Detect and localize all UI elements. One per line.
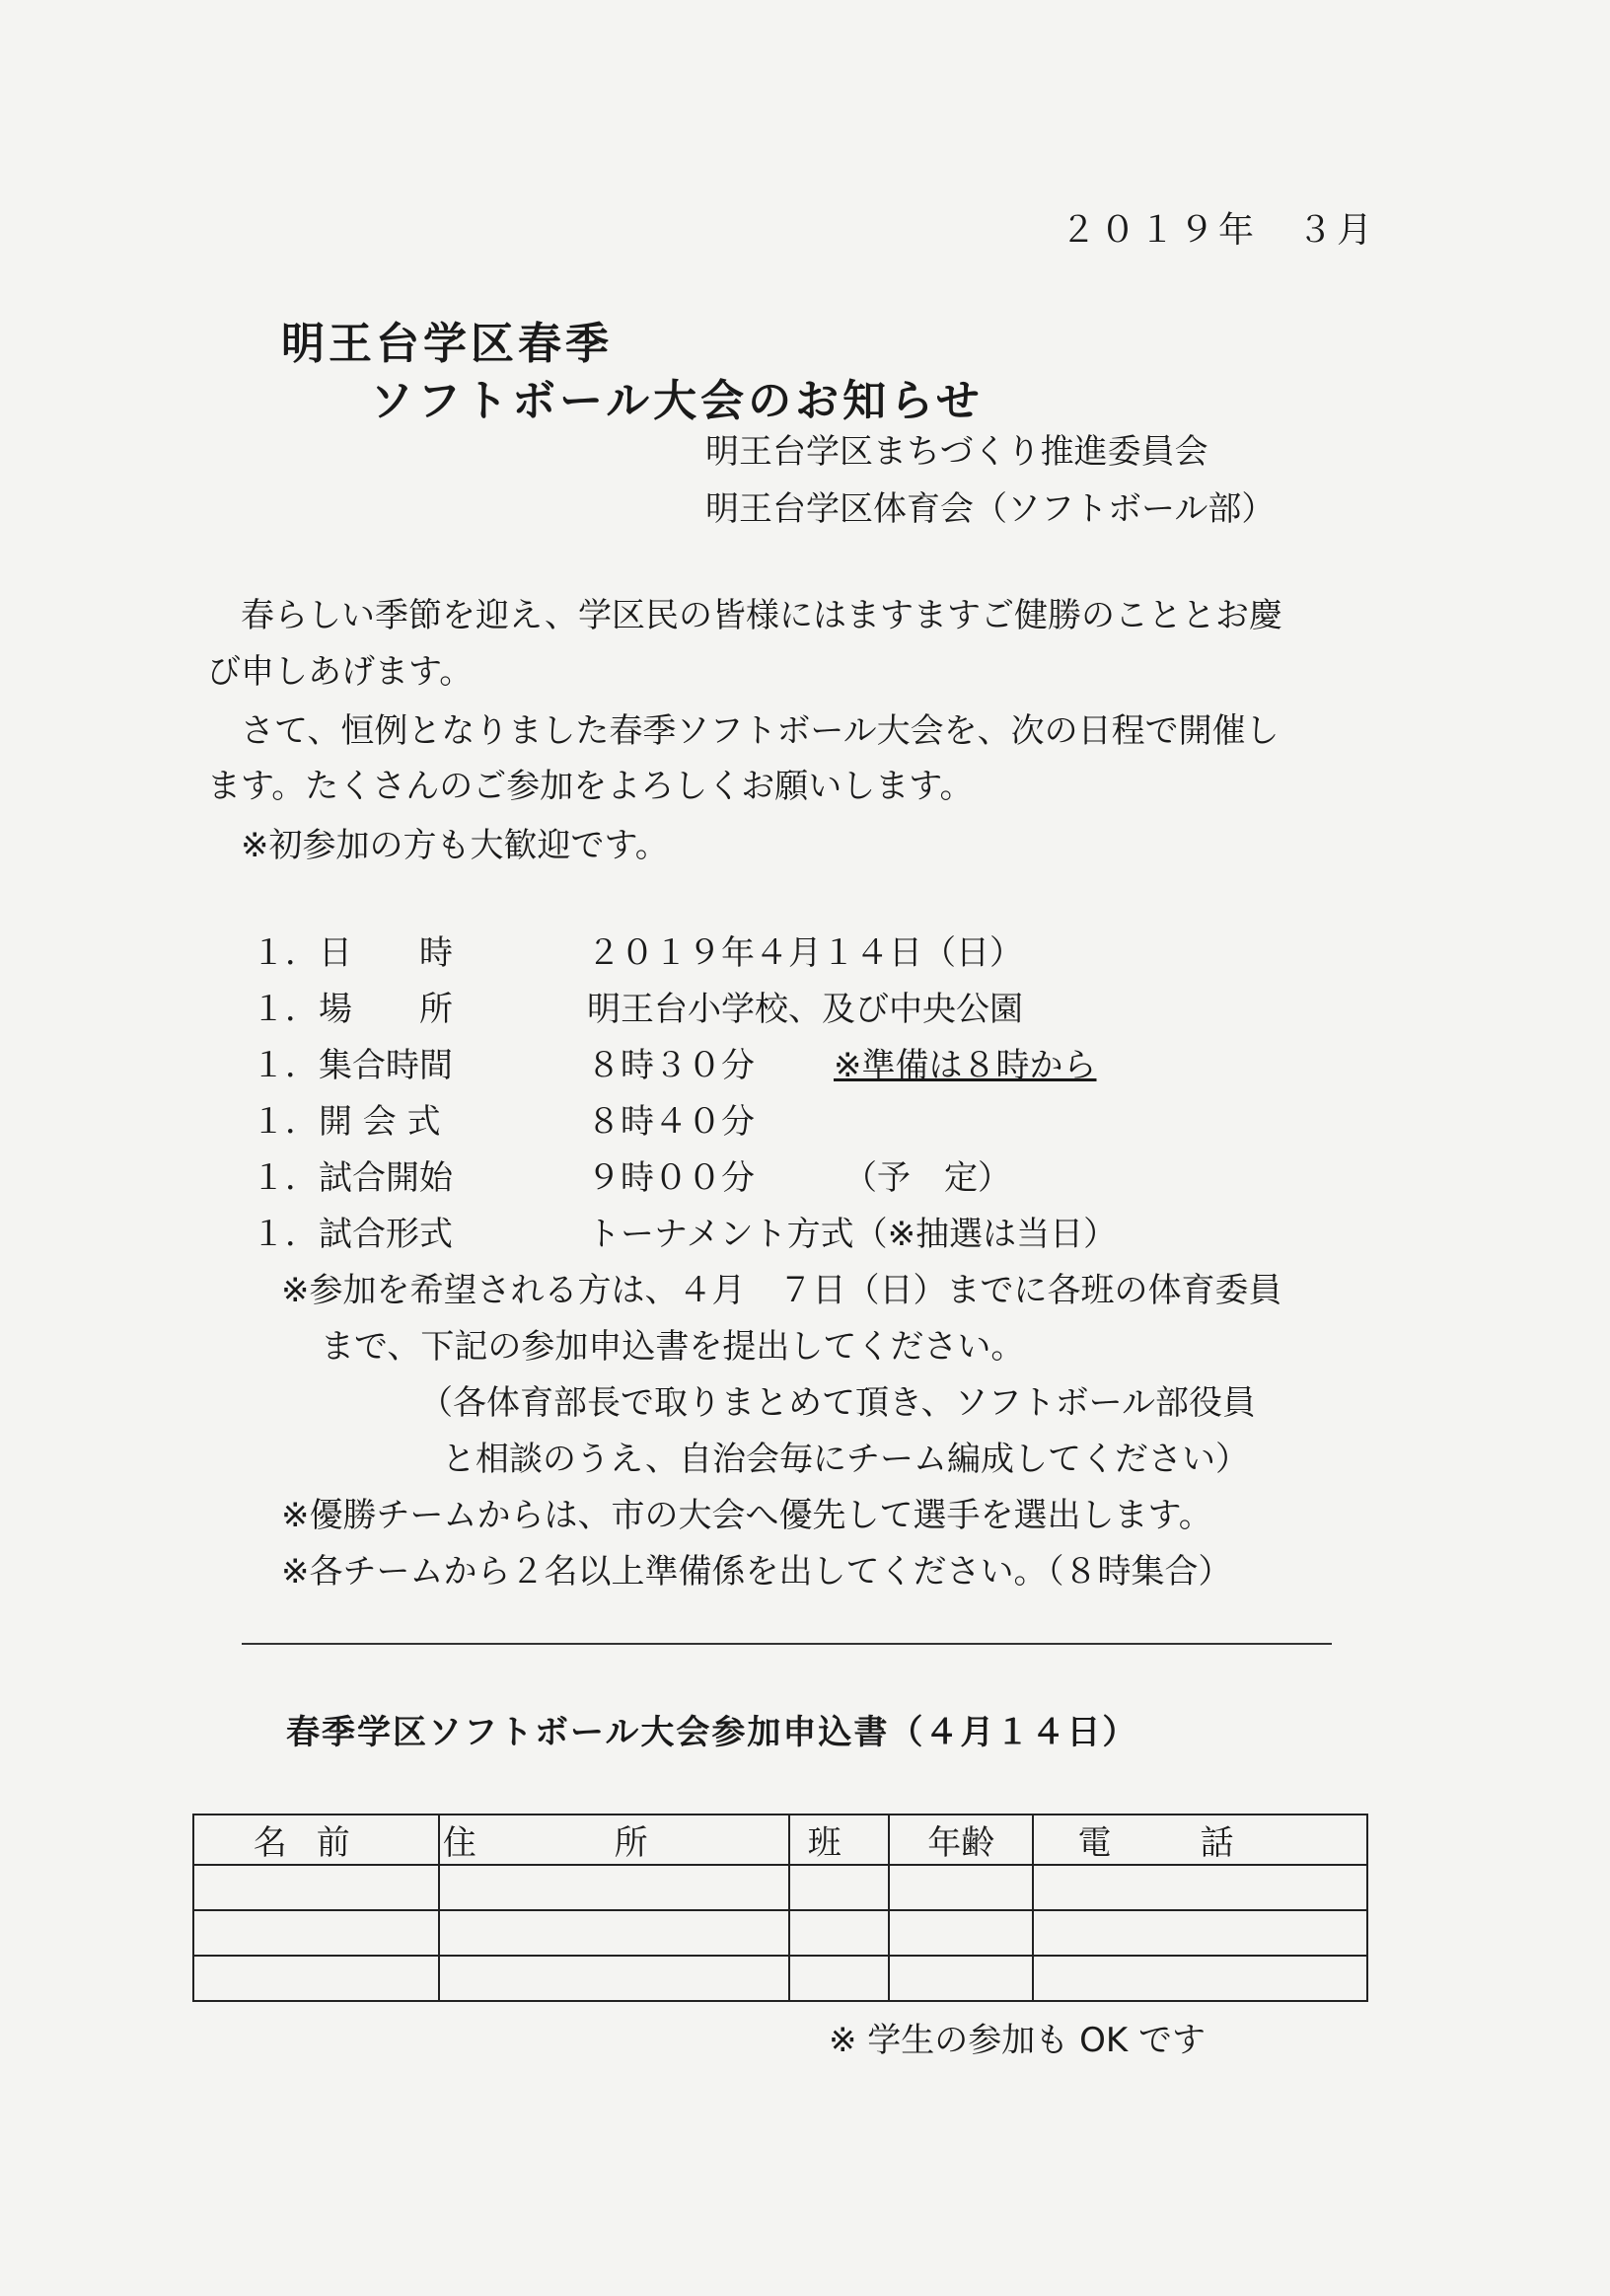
- header-address: 住所: [439, 1815, 789, 1865]
- detail-format-label: １．試合形式: [252, 1215, 453, 1254]
- detail-gather-label: １．集合時間: [252, 1046, 453, 1085]
- form-cell[interactable]: [193, 1910, 439, 1956]
- form-cell[interactable]: [439, 1865, 789, 1910]
- table-row: [193, 1910, 1367, 1956]
- detail-date-value: ２０１９年４月１４日（日）: [587, 933, 1023, 973]
- detail-opening-label: １．開 会 式: [252, 1102, 441, 1142]
- intro-line-3: さて、恒例となりました春季ソフトボール大会を、次の日程で開催し: [207, 711, 1280, 751]
- note-3: （各体育部長で取りまとめて頂き、ソフトボール部役員: [419, 1383, 1256, 1423]
- note-6: ※各チームから２名以上準備係を出してください。（８時集合）: [281, 1552, 1232, 1592]
- divider-line: [242, 1643, 1332, 1645]
- form-cell[interactable]: [889, 1956, 1032, 2001]
- detail-place-label: １．場 所: [252, 990, 453, 1029]
- intro-line-4: ます。たくさんのご参加をよろしくお願いします。: [207, 767, 974, 806]
- form-cell[interactable]: [1033, 1865, 1367, 1910]
- detail-format: [252, 1207, 1117, 1255]
- header-age: 年齢: [889, 1815, 1032, 1865]
- detail-gather: [252, 1038, 1097, 1086]
- intro-line-1: 春らしい季節を迎え、学区民の皆様にはますますご健勝のこととお慶: [207, 596, 1283, 635]
- detail-format-value: トーナメント方式（※抽選は当日）: [587, 1215, 1118, 1254]
- detail-place: [252, 982, 1023, 1030]
- issue-date: ２０１９年 ３月: [1061, 210, 1377, 251]
- intro-line-2: び申しあげます。: [207, 652, 474, 692]
- form-title: 春季学区ソフトボール大会参加申込書（４月１４日）: [286, 1713, 1138, 1752]
- detail-gather-note: ※準備は８時から: [834, 1046, 1097, 1085]
- form-cell[interactable]: [889, 1910, 1032, 1956]
- organizer-2: 明王台学区体育会（ソフトボール部）: [705, 489, 1276, 529]
- detail-gather-value: ８時３０分: [587, 1046, 755, 1085]
- form-cell[interactable]: [889, 1865, 1032, 1910]
- organizer-1: 明王台学区まちづくり推進委員会: [705, 432, 1208, 472]
- note-2: まで、下記の参加申込書を提出してください。: [321, 1327, 1025, 1367]
- detail-start-note: （予 定）: [843, 1158, 1011, 1198]
- table-header-row: [193, 1815, 1367, 1865]
- header-group: 班: [789, 1815, 890, 1865]
- header-phone: 電話: [1033, 1815, 1367, 1865]
- detail-opening: [252, 1094, 755, 1143]
- form-cell[interactable]: [1033, 1910, 1367, 1956]
- detail-start-label: １．試合開始: [252, 1158, 453, 1198]
- header-name: 名前: [193, 1815, 439, 1865]
- form-cell[interactable]: [439, 1956, 789, 2001]
- form-cell[interactable]: [193, 1956, 439, 2001]
- form-footer-note: ※ 学生の参加も OK です: [829, 2021, 1206, 2060]
- form-cell[interactable]: [789, 1865, 890, 1910]
- detail-date-label: １．日 時: [252, 933, 453, 973]
- form-cell[interactable]: [789, 1956, 890, 2001]
- note-1: ※参加を希望される方は、４月 ７日（日）までに各班の体育委員: [281, 1271, 1282, 1310]
- title-line-1: 明王台学区春季: [281, 319, 613, 369]
- detail-opening-value: ８時４０分: [587, 1102, 755, 1142]
- detail-start: [252, 1150, 1011, 1199]
- form-cell[interactable]: [193, 1865, 439, 1910]
- intro-line-5: ※初参加の方も大歓迎です。: [207, 826, 669, 865]
- form-cell[interactable]: [439, 1910, 789, 1956]
- detail-start-value: ９時００分: [587, 1158, 755, 1198]
- title-line-2: ソフトボール大会のお知らせ: [370, 376, 984, 426]
- table-row: [193, 1956, 1367, 2001]
- detail-place-value: 明王台小学校、及び中央公園: [587, 990, 1023, 1029]
- detail-date: [252, 926, 1023, 974]
- form-cell[interactable]: [1033, 1956, 1367, 2001]
- note-4: と相談のうえ、自治会毎にチーム編成してください）: [442, 1440, 1250, 1479]
- table-row: [193, 1865, 1367, 1910]
- form-cell[interactable]: [789, 1910, 890, 1956]
- application-form-table: [192, 1814, 1368, 2002]
- note-5: ※優勝チームからは、市の大会へ優先して選手を選出します。: [281, 1496, 1212, 1535]
